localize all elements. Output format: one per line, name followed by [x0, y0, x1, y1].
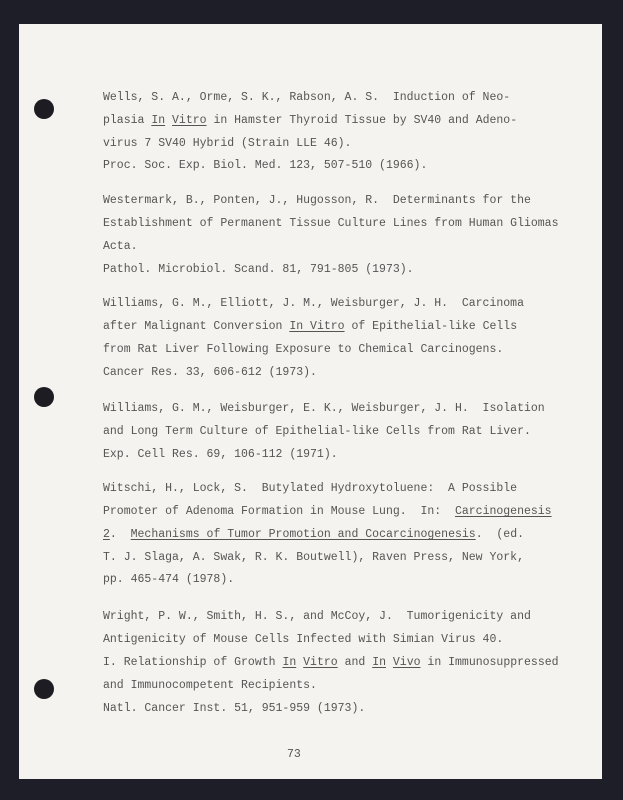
underlined-text: Mechanisms of Tumor Promotion and Cocarcinogenesis — [130, 528, 476, 541]
page-number: 73 — [287, 748, 301, 761]
text-segment: in Hamster Thyroid Tissue by SV40 and Adeno- — [206, 114, 518, 127]
reference-line — [103, 702, 365, 716]
reference-line — [103, 448, 338, 462]
underlined-text: Carcinogenesis — [454, 505, 552, 518]
text-segment: and — [337, 656, 373, 669]
text-segment: Wells, S. A., Orme, S. K., Rabson, A. S. Induction of Neo- — [103, 91, 511, 104]
text-segment: Pathol. Microbiol. Scand. 81, 791-805 (1973). — [103, 263, 414, 276]
text-segment: Proc. Soc. Exp. Biol. Med. 123, 507-510 (1966). — [103, 159, 428, 172]
underlined-text: 2 — [103, 528, 110, 541]
text-segment: Exp. Cell Res. 69, 106-112 (1971). — [103, 448, 338, 461]
reference-line — [103, 366, 317, 380]
reference-line — [103, 137, 351, 151]
text-segment: Cancer Res. 33, 606-612 (1973). — [103, 366, 317, 379]
reference-line — [103, 573, 234, 587]
reference-line — [103, 425, 531, 439]
punch-hole — [34, 387, 54, 407]
reference-line — [103, 159, 427, 173]
text-segment: plasia — [103, 114, 152, 127]
reference-line — [103, 610, 531, 624]
text-segment: . (ed. — [475, 528, 524, 541]
document-page — [19, 24, 602, 779]
text-segment — [386, 656, 393, 669]
underlined-text: In — [151, 114, 166, 127]
text-segment: Westermark, B., Ponten, J., Hugosson, R. Determinants for the — [103, 194, 531, 207]
text-segment: virus 7 SV40 Hybrid (Strain LLE 46). — [103, 137, 352, 150]
reference-line — [103, 91, 510, 105]
text-segment: T. J. Slaga, A. Swak, R. K. Boutwell), Raven Press, New York, — [103, 551, 524, 564]
reference-line — [103, 528, 524, 542]
reference-line — [103, 343, 503, 357]
reference-line — [103, 320, 517, 334]
reference-line — [103, 194, 531, 208]
reference-line — [103, 217, 558, 231]
underlined-text: Vivo — [392, 656, 421, 669]
text-segment: Promoter of Adenoma Formation in Mouse Lung. In: — [103, 505, 455, 518]
underlined-text: Vitro — [172, 114, 207, 127]
text-segment: Antigenicity of Mouse Cells Infected with Simian Virus 40. — [103, 633, 504, 646]
text-segment — [165, 114, 172, 127]
underlined-text: In — [372, 656, 386, 669]
text-segment: I. Relationship of Growth — [103, 656, 283, 669]
text-segment: . — [109, 528, 131, 541]
punch-hole — [34, 679, 54, 699]
reference-line — [103, 263, 414, 277]
text-segment: Establishment of Permanent Tissue Culture Lines from Human Gliomas — [103, 217, 559, 230]
text-segment: after Malignant Conversion — [103, 320, 290, 333]
underlined-text: Vitro — [303, 656, 338, 669]
reference-line — [103, 679, 317, 693]
reference-line — [103, 402, 545, 416]
text-segment: Natl. Cancer Inst. 51, 951-959 (1973). — [103, 702, 366, 715]
reference-line — [103, 505, 552, 519]
reference-line — [103, 114, 517, 128]
text-segment: and Immunocompetent Recipients. — [103, 679, 317, 692]
text-segment: Witschi, H., Lock, S. Butylated Hydroxytoluene: A Possible — [103, 482, 518, 495]
reference-line — [103, 482, 517, 496]
reference-line — [103, 656, 559, 670]
text-segment: and Long Term Culture of Epithelial-like Cells from Rat Liver. — [103, 425, 531, 438]
reference-line — [103, 551, 524, 565]
text-segment: Williams, G. M., Weisburger, E. K., Weisburger, J. H. Isolation — [103, 402, 545, 415]
text-segment: Williams, G. M., Elliott, J. M., Weisburger, J. H. Carcinoma — [103, 297, 524, 310]
underlined-text: In — [282, 656, 297, 669]
punch-hole — [34, 99, 54, 119]
reference-line — [103, 633, 503, 647]
reference-line — [103, 240, 138, 254]
text-segment: Wright, P. W., Smith, H. S., and McCoy, J. Tumorigenicity and — [103, 610, 531, 623]
text-segment: of Epithelial-like Cells — [344, 320, 518, 333]
underlined-text: In Vitro — [289, 320, 345, 333]
text-segment: from Rat Liver Following Exposure to Chemical Carcinogens. — [103, 343, 504, 356]
reference-line — [103, 297, 524, 311]
text-segment: pp. 465-474 (1978). — [103, 573, 235, 586]
text-segment: Acta. — [103, 240, 138, 253]
text-segment: in Immunosuppressed — [420, 656, 559, 669]
